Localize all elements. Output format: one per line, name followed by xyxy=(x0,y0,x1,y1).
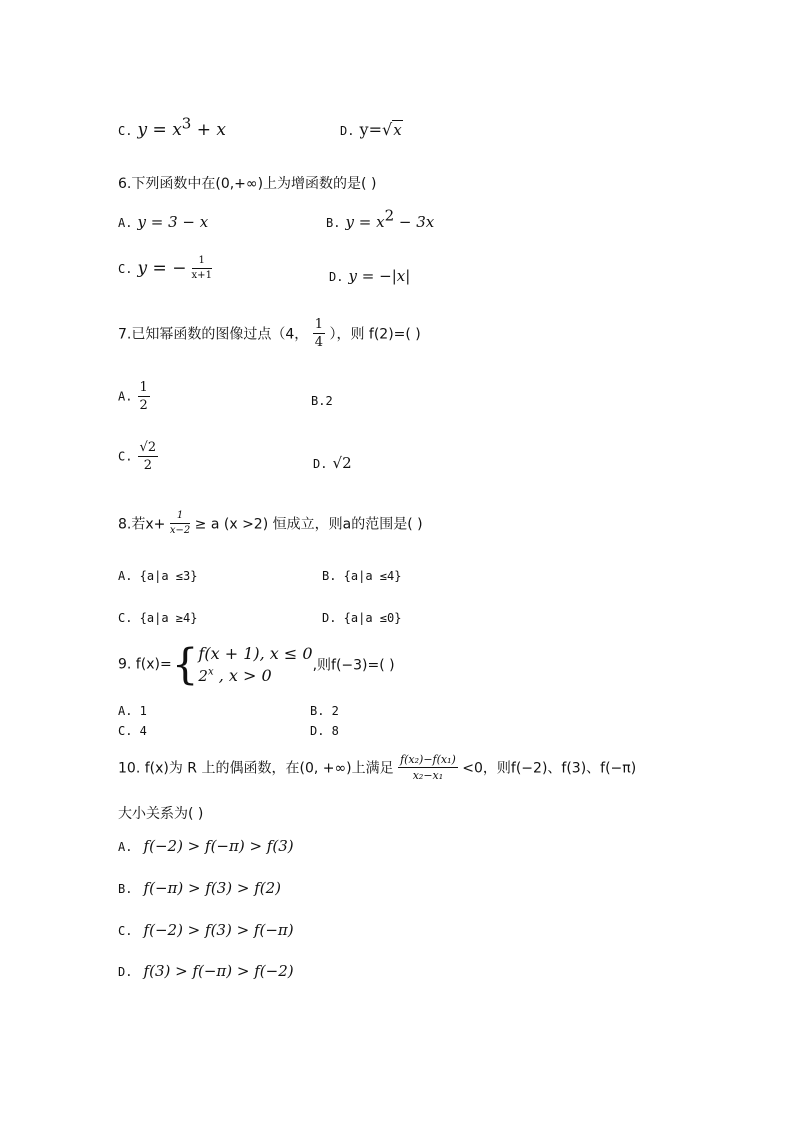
q9-option-d: D. 8 xyxy=(310,724,339,738)
q6-stem: 6.下列函数中在(0,+∞)上为增函数的是( ) xyxy=(118,176,377,192)
q8-option-b: B. {a|a ≤4} xyxy=(322,569,402,583)
option-expression: f(3) > f(−π) > f(−2) xyxy=(143,962,294,980)
q7-option-c xyxy=(118,441,158,472)
option-expression: f(−π) > f(3) > f(2) xyxy=(143,879,282,897)
q9-option-b: B. 2 xyxy=(310,704,339,718)
q6-option-c xyxy=(118,256,212,281)
q8-option-c: C. {a|a ≥4} xyxy=(118,611,198,625)
stem-text-tail: <0，则f(−2)、f(3)、f(−π) xyxy=(462,760,637,777)
fraction xyxy=(398,754,458,781)
q6-option-b xyxy=(326,206,435,231)
sqrt-expression: √x xyxy=(382,120,402,139)
option-label: A. xyxy=(118,840,133,854)
q5-option-d xyxy=(340,120,403,139)
option-expression: y = −|x| xyxy=(348,267,411,285)
fraction xyxy=(170,511,190,536)
stem-text: 7.已知幂函数的图像过点（4， xyxy=(118,326,309,343)
option-expression: y = x xyxy=(345,213,385,231)
q8-option-a: A. {a|a ≤3} xyxy=(118,569,198,583)
fraction-denominator: x+1 xyxy=(191,270,212,281)
fraction-denominator: 2 xyxy=(139,398,148,413)
stem-text-tail: ,则f(−3)=( ) xyxy=(312,657,395,674)
option-expression: f(−2) > f(3) > f(−π) xyxy=(143,921,294,939)
exponent: x xyxy=(207,666,214,678)
option-label: A. xyxy=(118,389,133,404)
option-label: D. xyxy=(313,457,328,471)
left-brace: { xyxy=(171,639,199,689)
stem-text: 10. f(x)为 R 上的偶函数，在(0, +∞)上满足 xyxy=(118,760,394,777)
fraction-numerator: 1 xyxy=(139,380,148,395)
case-2-base: 2 xyxy=(198,666,208,685)
q10-stem-line2: 大小关系为( ) xyxy=(118,806,204,822)
option-label: D. xyxy=(340,124,355,138)
option-label: C. xyxy=(118,262,133,276)
option-value: √2 xyxy=(332,454,352,472)
q9-option-c: C. 4 xyxy=(118,724,147,738)
option-value: 2 xyxy=(325,394,333,408)
fraction-numerator: f(x₂)−f(x₁) xyxy=(400,753,456,766)
piecewise-cases xyxy=(198,643,312,686)
fraction-denominator: 2 xyxy=(143,458,152,473)
fraction-denominator: 4 xyxy=(314,335,323,350)
option-label: B. xyxy=(118,882,133,896)
case-2 xyxy=(198,665,312,687)
option-expression: y = x xyxy=(137,120,182,140)
fraction xyxy=(138,381,150,412)
fraction xyxy=(192,256,212,281)
option-label: C. xyxy=(118,924,133,938)
q10-stem xyxy=(118,754,636,781)
fraction-numerator: 1 xyxy=(192,256,212,269)
q9-stem xyxy=(118,639,395,689)
option-expression-tail: + x xyxy=(191,120,226,140)
q7-stem xyxy=(118,318,421,349)
q10-option-d xyxy=(118,961,294,980)
q7-option-d xyxy=(313,453,352,472)
fraction-numerator: √2 xyxy=(139,440,157,455)
option-label: C. xyxy=(118,124,133,138)
fraction-denominator: x₂−x₁ xyxy=(412,769,444,782)
q8-stem xyxy=(118,511,423,536)
case-1: f(x + 1), x ≤ 0 xyxy=(198,644,313,663)
fraction-numerator: 1 xyxy=(170,511,190,524)
radicand: x xyxy=(393,121,402,139)
option-label: D. xyxy=(329,270,344,284)
q7-option-b xyxy=(311,394,333,408)
option-expression: y= xyxy=(359,120,382,139)
fraction-numerator: 1 xyxy=(314,317,323,332)
exponent: 3 xyxy=(181,114,192,133)
q8-option-d: D. {a|a ≤0} xyxy=(322,611,402,625)
stem-text: 8.若x+ xyxy=(118,516,166,533)
q9-option-a: A. 1 xyxy=(118,704,147,718)
case-2-condition: , x > 0 xyxy=(213,665,272,685)
option-label: B. xyxy=(326,216,341,230)
option-label: A. xyxy=(118,216,133,230)
option-label: D. xyxy=(118,965,133,979)
stem-text: 9. f(x)= xyxy=(118,656,172,673)
q6-option-d xyxy=(329,266,410,285)
stem-text-tail: ），则 f(2)=( ) xyxy=(329,326,421,343)
q5-option-c xyxy=(118,114,226,140)
option-expression: f(−2) > f(−π) > f(3) xyxy=(143,837,294,855)
q10-option-b xyxy=(118,878,281,897)
option-expression: y = 3 − x xyxy=(137,213,209,231)
q10-option-c xyxy=(118,920,294,939)
fraction xyxy=(313,318,325,349)
q6-option-a xyxy=(118,212,208,231)
fraction xyxy=(138,441,159,472)
fraction-denominator: x−2 xyxy=(169,525,191,536)
q7-option-a xyxy=(118,381,150,412)
option-label: B. xyxy=(311,394,326,408)
option-label: C. xyxy=(118,449,133,464)
option-expression-tail: − 3x xyxy=(394,213,435,231)
option-expression: y = − xyxy=(137,258,187,279)
q10-option-a xyxy=(118,836,294,855)
stem-text-tail: ≥ a (x >2) 恒成立，则a的范围是( ) xyxy=(194,516,423,533)
exponent: 2 xyxy=(384,206,395,225)
